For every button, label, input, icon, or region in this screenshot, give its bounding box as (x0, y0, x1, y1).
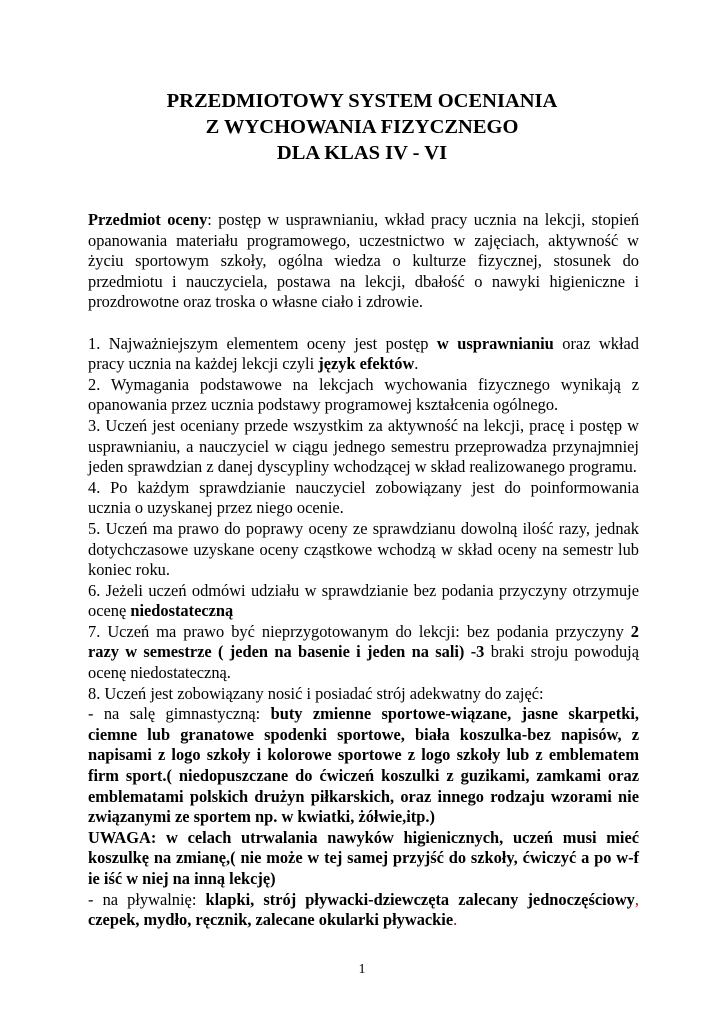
rule-1-end: . (414, 354, 419, 374)
rule-7 (88, 622, 639, 684)
rule-7-text: 7. Uczeń ma prawo być nieprzygotowanym do lekcji: bez podania przyczyny (88, 621, 631, 641)
pool-requirements-2: czepek, mydło, ręcznik, zalecane okularki pływackie (88, 910, 454, 930)
intro-label: Przedmiot oceny (88, 210, 208, 229)
pool-period: . (453, 910, 458, 930)
intro-paragraph (88, 210, 639, 313)
page-number: 1 (358, 962, 366, 977)
title-line-1: PRZEDMIOTOWY SYSTEM OCENIANIA (166, 90, 558, 112)
rule-1 (88, 334, 639, 375)
pool-comma: , (634, 889, 639, 909)
title-line-2: Z WYCHOWANIA FIZYCZNEGO (205, 116, 519, 138)
rule-1-bold: w usprawnianiu (436, 333, 554, 353)
rule-6-text: 6. Jeżeli uczeń odmówi udziału w sprawdzianie bez podania przyczyny otrzymuje ocenę (88, 580, 639, 621)
warning-note: UWAGA: w celach utrwalania nawyków higienicznych, uczeń musi mieć koszulkę na zmianę,( nie może w tej samej przyjść do szkoły, ćwiczyć a po w-f ie iść w niej na inną lekcję) (88, 827, 639, 888)
document-body (88, 210, 639, 931)
rule-6 (88, 581, 639, 622)
page-title (0, 88, 724, 166)
rule-3: 3. Uczeń jest oceniany przede wszystkim za aktywność na lekcji, pracę i postęp w usprawnianiu, a nauczyciel w ciągu jednego semestru przeprowadza przynajmniej jeden sprawdzian z danej dyscypliny wchodzącej w skład realizowanego programu. (88, 415, 639, 477)
rule-1-bold-2: język efektów (318, 354, 415, 374)
rule-6-bold: niedostateczną (130, 601, 234, 621)
rule-1-text: 1. Najważniejszym elementem oceny jest postęp (88, 333, 437, 353)
rule-8-pool (88, 890, 639, 931)
pool-prefix: - na pływalnię: (88, 889, 206, 909)
gym-requirements: buty zmienne sportowe-wiązane, jasne skarpetki, ciemne lub granatowe spodenki sportowe, biała koszulka-bez napisów, z napisami z logo szkoły i kolorowe sportowe z logo szkoły lub z emblematem firm sport.( niedopuszczane do ćwiczeń koszulki z guzikami, zamkami oraz emblematami polskich drużyn piłkarskich, oraz innego rodzaju wzorami nie związanymi ze sportem np. w kwiatki, żółwie,itp.) (88, 704, 639, 827)
intro-text: : postęp w usprawnianiu, wkład pracy ucznia na lekcji, stopień opanowania materiału programowego, uczestnictwo w zajęciach, aktywność w życiu sportowym szkoły, ogólna wiedza o kulturze fizycznej, stosunek do przedmiotu i nauczyciela, postawa na lekcji, dbałość o nawyki higieniczne i prozdrowotne oraz troska o własne ciało i zdrowie. (88, 210, 640, 312)
pool-requirements: klapki, strój pływacki-dziewczęta zalecany jednoczęściowy (205, 889, 635, 909)
rule-7-text-2: braki stroju powodują ocenę niedostateczną. (88, 642, 639, 683)
rule-8-intro: 8. Uczeń jest zobowiązany nosić i posiadać strój adekwatny do zajęć: (88, 683, 544, 703)
rule-2: 2. Wymagania podstawowe na lekcjach wychowania fizycznego wynikają z opanowania przez ucznia podstawy programowej kształcenia ogólnego. (88, 374, 639, 415)
rule-1-text-2: oraz wkład pracy ucznia na każdej lekcji czyli (88, 333, 639, 374)
rule-8-gym (88, 704, 639, 828)
rule-5: 5. Uczeń ma prawo do poprawy oceny ze sprawdzianu dowolną ilość razy, jednak dotychczasowe uzyskane oceny cząstkowe wchodzą w skład oceny na semestr lub koniec roku. (88, 518, 639, 580)
rule-7-bold: 2 razy w semestrze ( jeden na basenie i jeden na sali) -3 (88, 621, 639, 662)
gym-prefix: - na salę gimnastyczną: (88, 704, 271, 724)
title-line-3: DLA KLAS IV - VI (276, 142, 448, 164)
rule-4: 4. Po każdym sprawdzianie nauczyciel zobowiązany jest do poinformowania ucznia o uzyskanej przez niego ocenie. (88, 477, 639, 518)
